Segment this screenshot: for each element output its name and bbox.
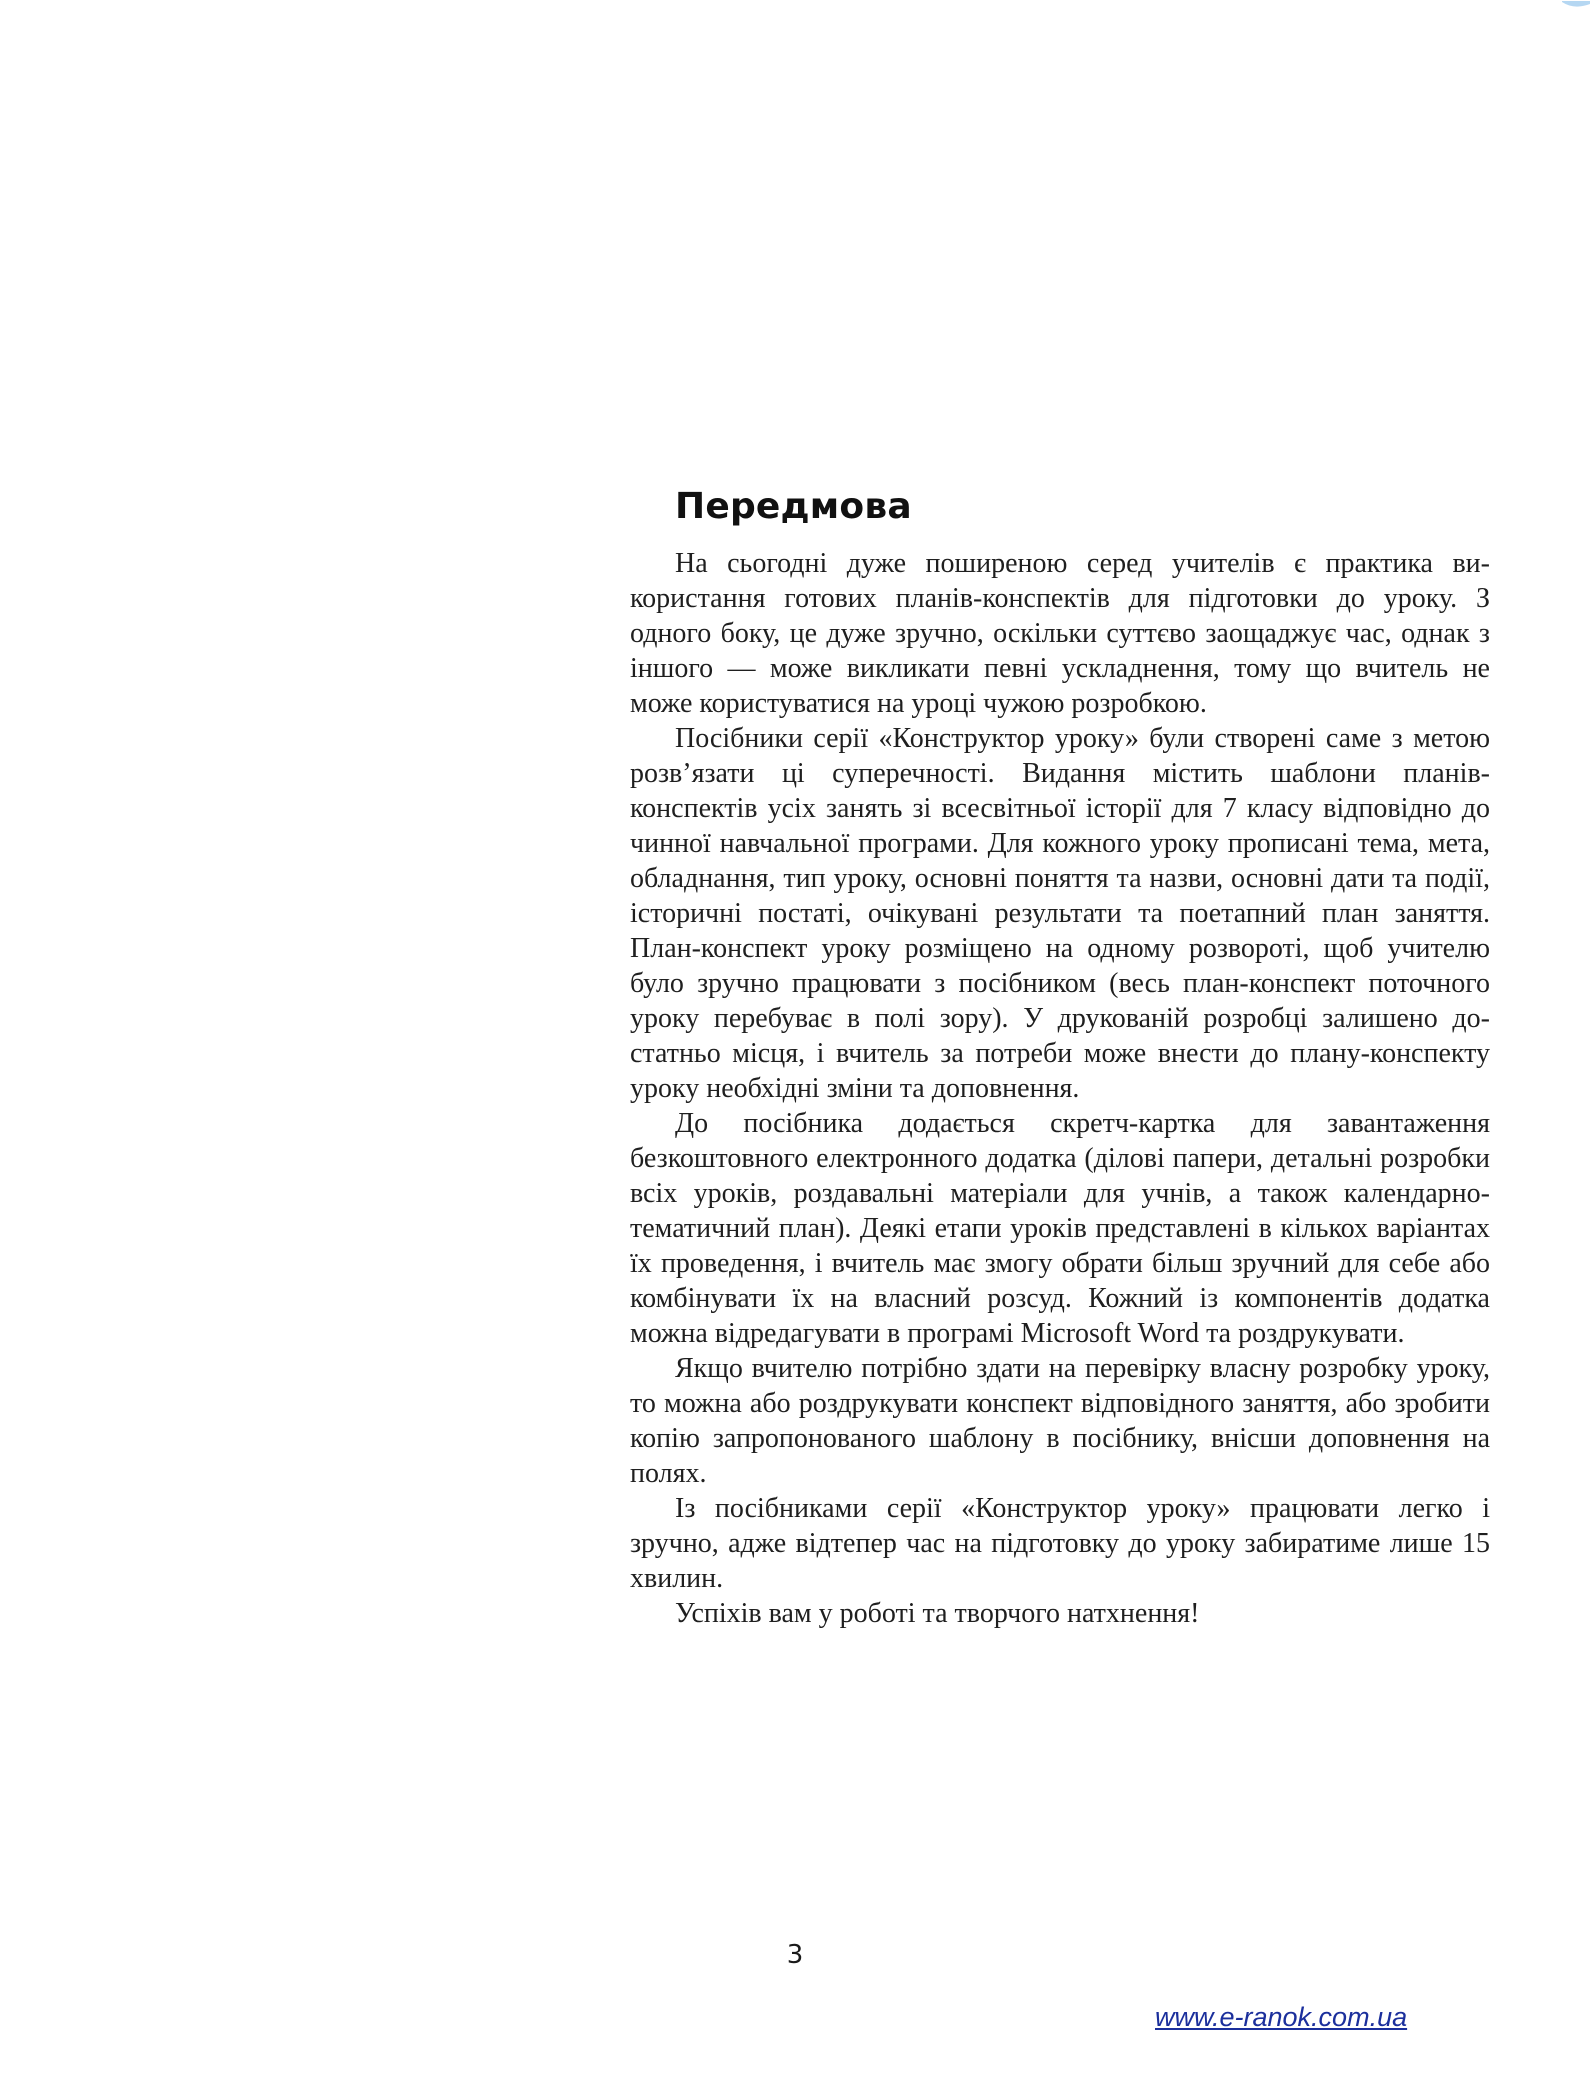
publisher-website-link[interactable]: www.e-ranok.com.ua bbox=[1155, 2002, 1408, 2032]
page-number: 3 bbox=[786, 1940, 804, 1970]
paragraph-4: Якщо вчителю потрібно здати на перевірку власну розробку уроку, то можна або роздрукувати конспект відповідного заняття, або зробити копію запропонованого шаблону в посібнику, внісши доповнення на полях. bbox=[630, 1353, 1490, 1489]
paragraph-3: До посібника додається скретч-картка для завантаження безкоштовного електронного додатка (ділові папери, детальні розробки всіх уроків, роздавальні матеріали для учнів, а також календарно-тематичний план). Деякі етапи уроків представлені в кількох варіантах їх проведення, і вчитель має змогу обрати більш зручний для себе або комбінувати їх на власний розсуд. Кожний із компонентів додатка можна відредагувати в програмі Microsoft Word та роздрукувати. bbox=[630, 1108, 1490, 1349]
paragraph-1: На сьогодні дуже поширеною серед учителів є практика використання готових планів-конспектів для підготовки до уроку. З одного боку, це дуже зручно, оскільки суттєво заощаджує час, однак з іншого — може викликати певні ускладнення, тому що вчитель не може користуватися на уроці чужою розробкою. bbox=[630, 548, 1490, 719]
preface-section bbox=[630, 482, 1490, 1631]
paragraph-2: Посібники серії «Конструктор уроку» були створені саме з метою розв’язати ці суперечності. Видання містить шаблони планів-конспектів усіх занять зі всесвітньої історії для 7 класу відповідно до чинної навчальної програми. Для кожного уроку прописані тема, мета, обладнання, тип уроку, основні поняття та назви, основні дати та події, історичні постаті, очікувані результати та поетапний план заняття. План-конспект уроку розміщено на одному розвороті, щоб учителю було зручно працювати з посібником (весь план-конспект поточного уроку перебуває в полі зору). У друкованій розробці залишено достатньо місця, і вчитель за потреби може внести до плану-конспекту уроку необхідні зміни та доповнення. bbox=[630, 723, 1490, 1104]
preface-title: Передмова bbox=[675, 486, 912, 527]
paragraph-5: Із посібниками серії «Конструктор уроку» працювати легко і зручно, адже відтепер час на підготовку до уроку забиратиме лише 15 хвилин. bbox=[630, 1493, 1490, 1594]
paragraph-6: Успіхів вам у роботі та творчого натхнення! bbox=[675, 1598, 1200, 1629]
corner-scan-mark-icon bbox=[1556, 0, 1590, 12]
preface-body bbox=[630, 546, 1490, 1631]
